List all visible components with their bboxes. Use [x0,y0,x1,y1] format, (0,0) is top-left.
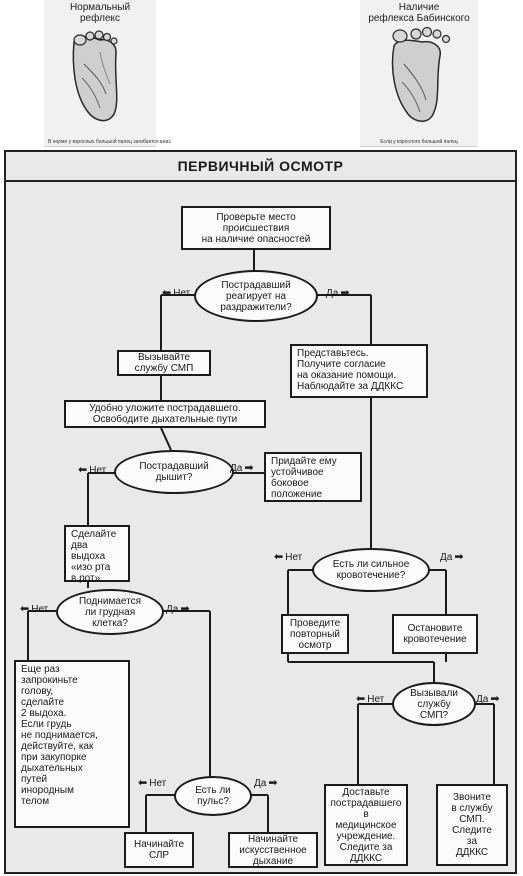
babinski-foot-icon [360,24,478,136]
arrow-left-icon: ⬅ [138,777,148,789]
chest-no-label [20,604,48,615]
responds-yes-label [326,288,350,299]
decision-chest-rises: Поднимается ли грудная клетка? [56,589,164,635]
bleeding-yes-label [440,552,464,563]
yes-label: Да [440,552,453,563]
yes-label: Да [166,604,179,615]
responds-no-label [162,288,190,299]
step-secondary-exam: Проведите повторный осмотр [281,614,349,654]
ems-no-label [356,694,384,705]
chest-yes-label [166,604,190,615]
step-recovery-position: Придайте ему устойчивое боковое положение [264,452,362,502]
step-check-scene: Проверьте место происшествия на наличие опасностей [181,206,331,250]
decision-ems-called: Вызывали службу СМП? [392,682,476,726]
no-label: Нет [149,778,167,789]
yes-label: Да [230,463,243,474]
reflex-illustrations [0,0,523,148]
step-stop-bleeding: Остановите кровотечение [392,614,478,654]
arrow-right-icon: ➡ [490,693,500,705]
step-transport: Доставьте пострадавшего в медицинское учреждение. Следите за ДДККС [324,784,408,866]
arrow-left-icon: ⬅ [356,693,366,705]
babinski-reflex-note: Если у взрослого большой палец [380,139,458,145]
babinski-reflex-caption: Наличие рефлекса Бабинского [368,2,470,24]
decision-bleeding: Есть ли сильное кровотечение? [312,548,430,592]
yes-label: Да [326,288,339,299]
arrow-right-icon: ➡ [268,777,278,789]
step-start-rescue-breathing: Начинайте искусственное дыхание [228,832,318,868]
arrow-right-icon: ➡ [454,551,464,563]
step-two-breaths: Сделайте два выдоха «изо рта в рот» [64,525,130,582]
breathing-yes-label [230,463,254,474]
yes-label: Да [476,694,489,705]
normal-foot-icon [44,24,156,136]
step-introduce: Представьтесь. Получите согласие на оказание помощи. Наблюдайте за ДДККС [290,344,428,398]
step-call-ems: Вызывайте службу СМП [117,350,211,376]
step-position-airway: Удобно уложите пострадавшего. Освободите дыхательные пути [64,400,266,428]
no-label: Нет [367,694,385,705]
decision-pulse: Есть ли пульс? [174,776,252,816]
no-label: Нет [89,465,107,476]
primary-assessment-panel [4,150,517,874]
step-start-cpr: Начинайте СЛР [124,832,194,868]
normal-reflex-card [44,0,171,147]
normal-reflex-caption: Нормальный рефлекс [69,2,131,24]
no-label: Нет [285,552,303,563]
yes-label: Да [254,778,267,789]
arrow-right-icon: ➡ [180,603,190,615]
ems-yes-label [476,694,500,705]
step-reposition-head: Еще раз запрокиньте голову, сделайте 2 выдоха. Если грудь не поднимается, действуйте, как при закупорке дыхательных путей инородным телом [14,660,130,828]
arrow-left-icon: ⬅ [274,551,284,563]
decision-responds: Пострадавший реагирует на раздражители? [194,270,318,322]
pulse-yes-label [254,778,278,789]
decision-breathing: Пострадавший дышит? [114,450,234,494]
no-label: Нет [31,604,49,615]
step-call-ems-monitor: Звоните в службу СМП. Следите за ДДККС [436,784,508,866]
breathing-no-label [78,465,106,476]
arrow-right-icon: ➡ [340,287,350,299]
arrow-left-icon: ⬅ [20,603,30,615]
pulse-no-label [138,778,166,789]
babinski-reflex-card [360,0,478,147]
no-label: Нет [173,288,191,299]
bleeding-no-label [274,552,302,563]
arrow-left-icon: ⬅ [162,287,172,299]
arrow-left-icon: ⬅ [78,464,88,476]
flowchart-title: ПЕРВИЧНЫЙ ОСМОТР [6,152,515,182]
arrow-right-icon: ➡ [244,462,254,474]
normal-reflex-note: В норме у взрослых большой палец загибается вниз [48,139,171,145]
